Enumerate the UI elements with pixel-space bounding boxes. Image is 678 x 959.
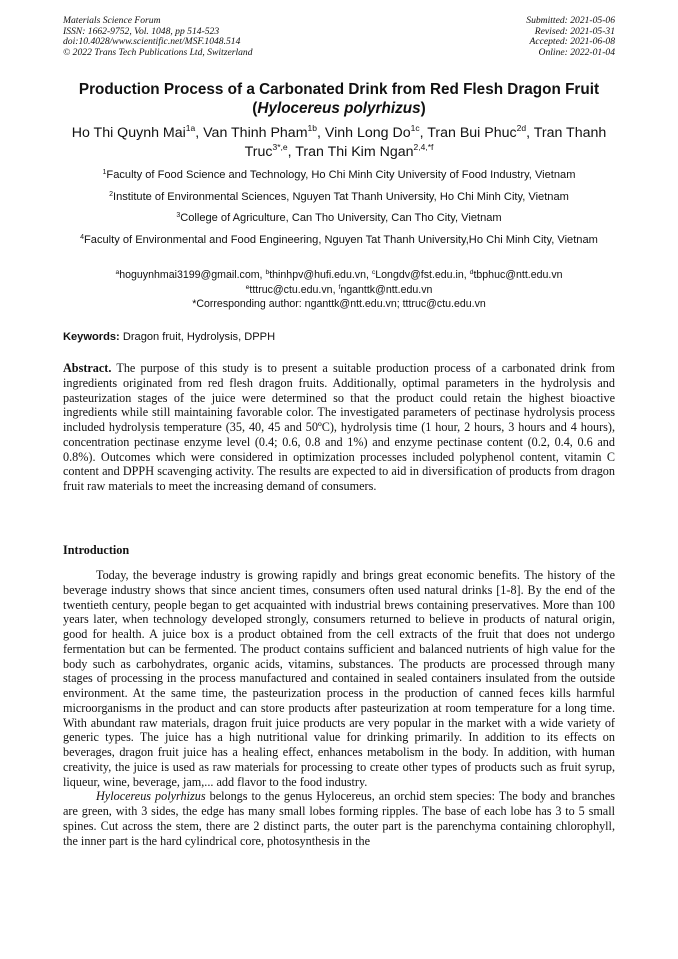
keywords-text: Dragon fruit, Hydrolysis, DPPH: [122, 331, 276, 343]
title-main: Production Process of a Carbonated Drink from Red Flesh Dragon Fruit: [78, 81, 600, 98]
affiliation: $^4$Faculty of Environmental and Food Engineering, Nguyen Tat Thanh University,Ho Chi Minh City, Vietnam: [80, 234, 598, 246]
journal-info: [63, 16, 253, 58]
title-scientific-name: Hylocereus polyrhizus: [257, 100, 421, 117]
author: Tran Thi Kim Ngan$^{2,4,*f}$: [295, 142, 434, 160]
title-scientific-line: [40, 99, 638, 118]
date-online: Online: 2022-01-04: [538, 46, 615, 58]
publication-dates: [526, 16, 615, 58]
author-emails: [48, 268, 630, 312]
abstract-text: The purpose of this study is to present a suitable production process of a carbonated drink from ingredients originated from red flesh dragon fruits. Additionally, optimal parameters in the hydrolysis and pasteurization stages of the juice were determined so that the product could retain the highest bioactive ingredients while still maintaining favorable color. The investigated parameters of pectinase hydrolysis process included hydrolysis temperature (35, 40, 45 and 50ºC), hydrolysis time (1 hour, 2 hours, 3 hours and 4 hours), concentration pectinase enzyme level (0.4; 0.6, 0.8 and 1%) and enzyme pectinase content (0.2, 0.4, 0.6 and 0.8%). Outcomes which were considered in optimization processes included polyphenol content, vitamin C content and DPPH scavenging activity. The results are expected to aid in diversification of products from dragon fruit raw materials to meet the increasing demand of consumers.: [63, 361, 615, 493]
affiliation: $^2$Institute of Environmental Sciences, Nguyen Tat Thanh University, Ho Chi Minh City, Vietnam: [109, 191, 569, 203]
date-revised: Revised: 2021-05-31: [534, 25, 615, 37]
affiliation: $^3$College of Agriculture, Can Tho University, Can Tho City, Vietnam: [176, 212, 502, 224]
date-submitted: Submitted: 2021-05-06: [526, 15, 615, 26]
introduction-body: [63, 568, 615, 848]
author: Ho Thi Quynh Mai$^{1a}$,: [71, 123, 204, 141]
abstract: [63, 361, 615, 494]
paper-title: [40, 80, 638, 118]
email[interactable]: $^a$hoguynhmai3199@gmail.com: [115, 269, 260, 281]
paragraph: Today, the beverage industry is growing rapidly and brings great economic benefits. The history of the beverage industry shows that since ancient times, consumers often used natural drinks [1-8]. By the end of the twentieth century, people began to get acquainted with industrial brews containing preservatives. More than 100 years later, when technology developed strongly, consumers returned to believe in products of natural origin, good for health. A juice box is a product obtained from the cell extracts of the fruit that does not undergo fermentation but can be fermented. The product contains sufficient and balanced nutrients of high value for the body such as carbohydrates, organic acids, vitamins, substances. The products are processed through many stages of processing in the process manufactured and contained in sealed containers insulated from the outside environment. At the same time, the pasteurization process in the production of canned feces kills harmful microorganisms in the product and can store products after pasteurization at room temperature for a long time. With abundant raw materials, dragon fruit juice products are very popular in the market with a wide variety of generic types. The juice has a high nutritional value for drinking primarily. In addition to its effects on beverages, dragon fruit juice has a healing effect, enhances metabolism in the body. In addition, with human creativity, the juice is used as raw materials for processing to create other types of products such as fruit syrup, liqueur, wine, beverage, jam,... add flavor to the food industry.: [63, 568, 615, 789]
keywords-label: Keywords:: [63, 331, 120, 343]
abstract-label: Abstract.: [63, 361, 112, 375]
scientific-name: Hylocereus polyrhizus: [96, 789, 206, 804]
title-paren-close: ): [420, 100, 426, 117]
email-line: $^a$hoguynhmai3199@gmail.com, $^b$thinhpv@hufi.edu.vn, $^c$Longdv@fst.edu.in, $^d$tbphuc@ntt.edu.vn: [115, 269, 563, 281]
affiliation: $^1$Faculty of Food Science and Technology, Ho Chi Minh City University of Food Industry, Vietnam: [102, 169, 576, 181]
email[interactable]: $^c$Longdv@fst.edu.in: [371, 269, 464, 281]
author: Van Thinh Pham$^{1b}$,: [203, 123, 325, 141]
paragraph: Hylocereus polyrhizus belongs to the genus Hylocereus, an orchid stem species: The body and branches are green, with 3 sides, the edge has many small lobes forming ripples. The base of each lobe has 3 to 5 small spines. Cut across the stem, there are 2 distinct parts, the outer part is the parenchyma containing chlorophyll, the inner part is the hard cylindrical core, photosynthesis in the: [63, 789, 615, 848]
journal-copyright: © 2022 Trans Tech Publications Ltd, Switzerland: [63, 46, 253, 58]
section-heading-introduction: Introduction: [63, 543, 130, 557]
email-line: $^e$tttruc@ctu.edu.vn, $^f$nganttk@ntt.edu.vn: [245, 283, 433, 296]
keywords: [63, 331, 275, 343]
date-accepted: Accepted: 2021-06-08: [529, 36, 615, 48]
author: Vinh Long $Do^{1c}$,: [324, 123, 428, 141]
email[interactable]: $^f$nganttk@ntt.edu.vn: [338, 283, 433, 296]
corresponding-author: *Corresponding author: nganttk@ntt.edu.vn; tttruc@ctu.edu.vn: [192, 298, 486, 310]
author-list: [48, 124, 630, 162]
author: Tran Bui Phuc$^{2d}$,: [427, 123, 534, 141]
journal-doi[interactable]: doi:10.4028/www.scientific.net/MSF.1048.514: [63, 36, 241, 48]
email[interactable]: $^e$tttruc@ctu.edu.vn: [245, 283, 333, 296]
email[interactable]: $^b$thinhpv@hufi.edu.vn: [265, 269, 366, 281]
journal-issn: ISSN: 1662-9752, Vol. 1048, pp 514-523: [63, 25, 220, 37]
author: Tran Thanh Truc$^{3*,e}$,: [244, 125, 607, 160]
title-paren-open: (: [252, 100, 258, 117]
email[interactable]: $^d$tbphuc@ntt.edu.vn: [469, 269, 563, 281]
journal-name: Materials Science Forum: [63, 15, 161, 26]
